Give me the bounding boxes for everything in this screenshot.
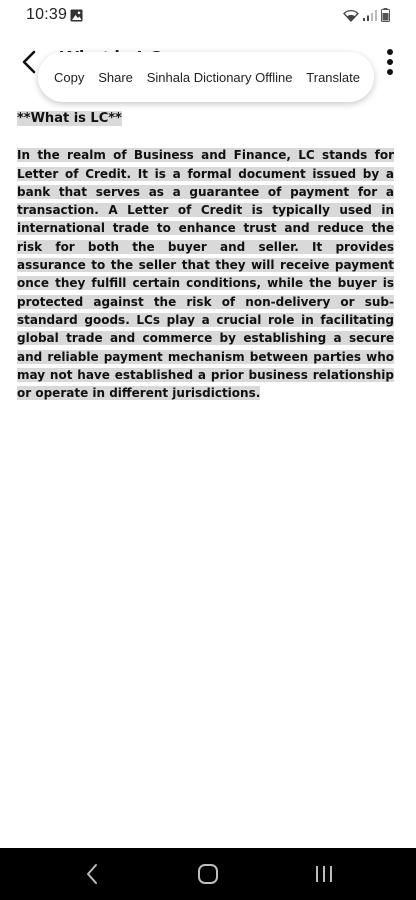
navigation-bar [0, 848, 416, 900]
battery-icon [381, 8, 390, 22]
text-selection-toolbar [38, 52, 374, 102]
copy-button[interactable]: Copy [54, 69, 85, 85]
sinhala-dictionary-button[interactable]: Sinhala Dictionary Offline [146, 69, 293, 85]
recents-nav-icon[interactable] [314, 862, 334, 886]
home-nav-icon[interactable] [197, 862, 219, 886]
translate-button[interactable]: Translate [306, 69, 360, 85]
gallery-icon [70, 9, 83, 22]
share-button[interactable]: Share [98, 69, 133, 85]
status-time: 10:39 [26, 6, 68, 23]
article-heading[interactable]: **What is LC** [17, 111, 122, 126]
article-body-text[interactable]: In the realm of Business and Finance, LC stands for Letter of Credit. It is a formal document issued by a bank that serves as a guarantee of payment for a transaction. A Letter of Credit is typically used in international trade to enhance trust and reduce the risk for both the buyer and seller. It provides assurance to the seller that they will receive payment once they fulfill certain conditions, while the buyer is protected against the risk of non-delivery or sub-standard goods. LCs play a crucial role in facilitating global trade and commerce by establishing a secure and reliable payment mechanism between parties who may not have established a prior business relationship or operate in different jurisdictions. [17, 148, 394, 401]
wifi-icon [343, 9, 359, 22]
back-nav-icon[interactable] [84, 862, 100, 886]
status-icons [343, 8, 390, 22]
status-bar [0, 0, 416, 32]
article-content [17, 109, 394, 402]
signal-icon [363, 9, 377, 21]
more-vertical-icon[interactable] [384, 48, 396, 76]
article-body[interactable] [17, 146, 394, 402]
